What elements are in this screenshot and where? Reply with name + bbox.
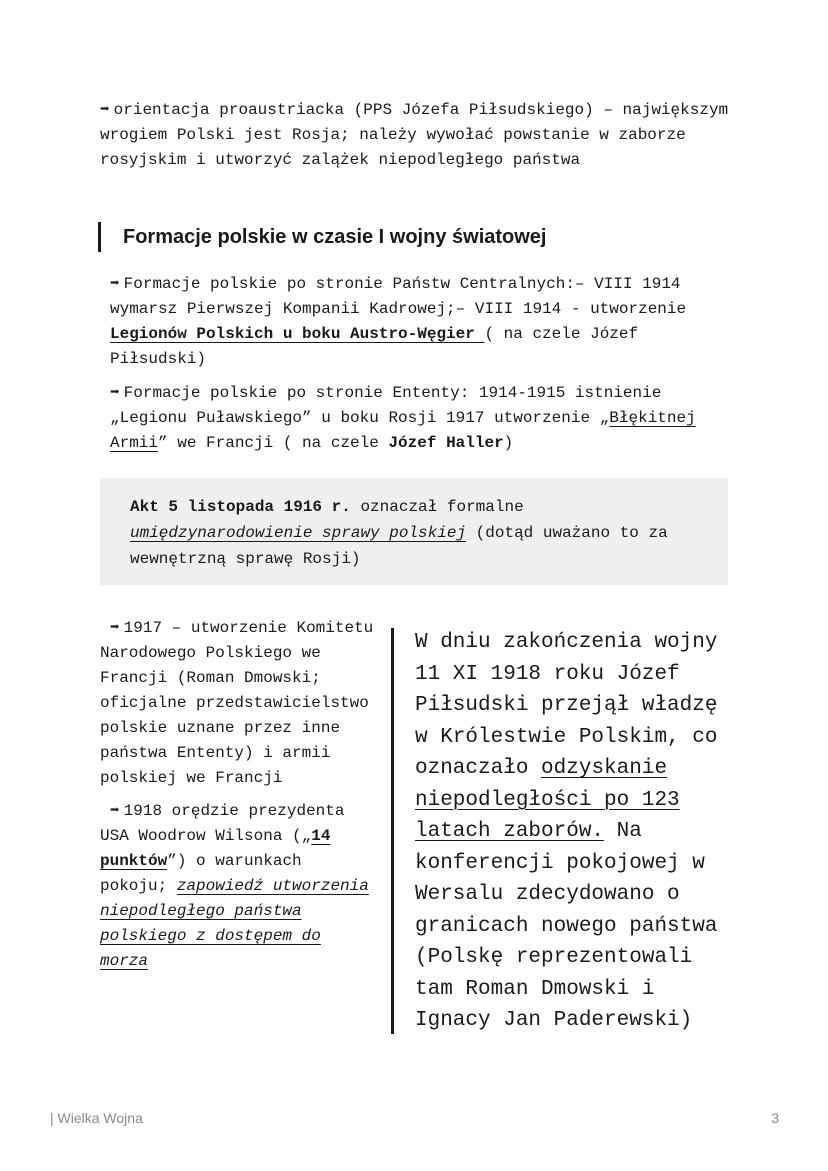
intro-text: orientacja proaustriacka (PPS Józefa Piłsudskiego) – największym wrogiem Polski jest Rosja; należy wywołać powstanie w zaborze rosyjskim i utworzyć zalążek niepodległego państwa — [100, 101, 729, 169]
act-text-1: oznaczał formalne — [350, 498, 524, 516]
haller-name: Józef Haller — [388, 434, 504, 452]
act-callout-box — [100, 478, 728, 585]
entente-text-2: ” we Francji ( na czele — [158, 434, 389, 452]
left-column — [100, 616, 375, 982]
left-item-1917 — [100, 616, 375, 791]
entente-text-3: ) — [503, 434, 514, 452]
act-text — [130, 494, 710, 572]
left-item-1918-text: 1918 orędzie prezydenta USA Woodrow Wilsona („ — [100, 802, 345, 845]
legions-link: Legionów Polskich u boku Austro-Węgier — [110, 325, 485, 343]
entente-paragraph — [100, 381, 740, 456]
central-powers-text: Formacje polskie po stronie Państw Centralnych:– VIII 1914 wymarsz Pierwszej Kompanii Kadrowej;– VIII 1914 - utworzenie — [110, 275, 687, 318]
left-item-1917-text: 1917 – utworzenie Komitetu Narodowego Polskiego we Francji (Roman Dmowski; oficjalne przedstawicielstwo polskie uznane przez inne państwa Ententy) i armii polskiej we Francji — [100, 619, 374, 787]
footer-title: | Wielka Wojna — [50, 1110, 143, 1126]
right-column-text: W dniu zakończenia wojny 11 XI 1918 roku Józef Piłsudski przejął władzę w Królestwie Polskim, co oznaczało — [415, 631, 718, 780]
act-italic-phrase: umiędzynarodowienie sprawy polskiej — [130, 524, 467, 542]
act-date: Akt 5 listopada 1916 r. — [130, 498, 351, 516]
fourteen-points: 14 punktów — [100, 827, 331, 870]
column-divider — [391, 628, 394, 1034]
left-item-1918-italic: zapowiedź utworzenia niepodległego państwa polskiego z dostępem do morza — [100, 877, 369, 970]
left-item-1918-text-2: ”) o warunkach pokoju; — [100, 852, 302, 895]
right-column-text-2: Na konferencji pokojowej w Wersalu zdecydowano o granicach nowego państwa (Polskę reprezentowali tam Roman Dmowski i Ignacy Jan Paderewski) — [415, 820, 718, 1032]
arrow-right-icon: ➡ — [110, 802, 120, 820]
right-column — [415, 627, 735, 1037]
central-powers-paragraph — [100, 272, 740, 372]
arrow-right-icon: ➡ — [110, 384, 120, 402]
arrow-right-icon: ➡ — [100, 101, 110, 119]
left-item-1918 — [100, 799, 375, 974]
central-powers-text-2: ( na czele Józef Piłsudski) — [110, 325, 639, 368]
blue-army-link: Błękitnej Armii — [110, 409, 696, 452]
arrow-right-icon: ➡ — [110, 275, 120, 293]
right-column-underlined: odzyskanie niepodległości po 123 latach zaborów. — [415, 757, 680, 843]
section-heading: Formacje polskie w czasie I wojny światowej — [98, 222, 547, 252]
page-number: 3 — [771, 1110, 779, 1126]
entente-text: Formacje polskie po stronie Ententy: 1914-1915 istnienie „Legionu Puławskiego” u boku Rosji 1917 utworzenie „ — [110, 384, 662, 427]
intro-paragraph — [100, 98, 740, 173]
act-text-2: (dotąd uważano to za wewnętrzną sprawę Rosji) — [130, 524, 668, 568]
arrow-right-icon: ➡ — [110, 619, 120, 637]
